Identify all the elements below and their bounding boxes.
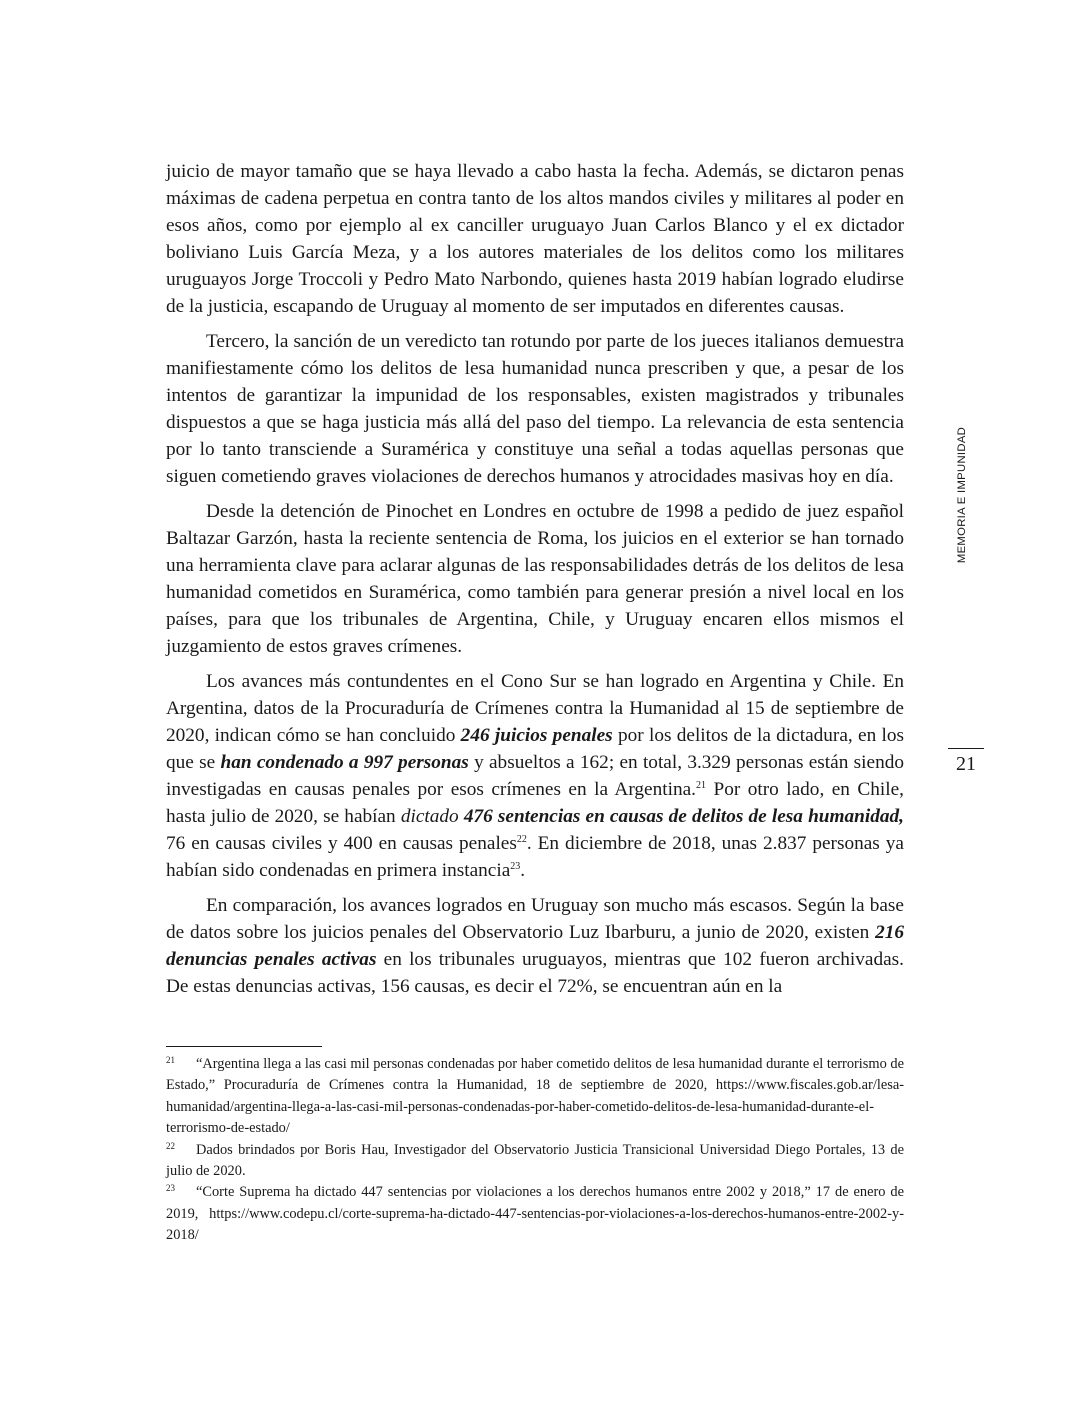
footnote-23: 23 “Corte Suprema ha dictado 447 sentencias por violaciones a los derechos humanos entre 2002 y 2018,” 17 de enero de 2019, https://www.codepu.cl/corte-suprema-ha-dictado-447-sentencias-por-violaciones-a-los-derechos-humanos-entre-2002-y-2018/ [166,1183,904,1244]
footnote-text: “Argentina llega a las casi mil personas condenadas por haber cometido delitos de lesa humanidad durante el terrorismo de Estado,” Procuraduría de Crímenes contra la Humanidad, 18 de septiembre de 2020, https://www.fiscales.gob.ar/lesa-humanidad/argentina-llega-a-las-casi-mil-personas-condenadas-por-haber-cometido-delitos-de-lesa-humanidad-durante-el-terrorismo-de-estado/ [166,1056,904,1137]
p4-italic-dictado: dictado [400,806,459,827]
p5-text-a: En comparación, los avances logrados en Uruguay son mucho más escasos. Según la base de datos sobre los juicios penales del Observatorio Luz Ibarburu, a junio de 2020, existen [166,895,904,943]
p4-text-a: Los avances más contundentes en el Cono Sur se han logrado en Argentina y Chile. En Argentina, datos de la Procuraduría de Crímenes contra la Humanidad al 15 de septiembre de 2020, indican cómo se han concluido [166,671,904,746]
page-number: 21 [956,753,976,775]
paragraph-4 [166,668,904,884]
p4-emphasis-condenados: han condenado a 997 personas [220,752,469,773]
p5-text-c: en los tribunales uruguayos, mientras que 102 fueron archivadas. De estas denuncias activas, 156 causas, es decir el 72%, se encuentran aún en la [166,949,904,997]
p4-emphasis-juicios: 246 juicios penales [460,725,613,746]
paragraph-2: Tercero, la sanción de un veredicto tan rotundo por parte de los jueces italianos demuestra manifiestamente cómo los delitos de lesa humanidad nunca prescriben y que, a pesar de los intentos de garantizar la impunidad de los responsables, existen magistrados y tribunales dispuestos a que se haga justicia más allá del paso del tiempo. La relevancia de esta sentencia por lo tanto transciende a Suramérica y constituye una señal a todas aquellas personas que siguen cometiendo graves violaciones de derechos humanos y atrocidades masivas hoy en día. [166,331,904,487]
footnote-ref-21[interactable]: 21 [696,780,706,791]
running-head [951,420,973,570]
paragraph-3: Desde la detención de Pinochet en Londres en octubre de 1998 a pedido de juez español Baltazar Garzón, hasta la reciente sentencia de Roma, los juicios en el exterior se han tornado una herramienta clave para aclarar algunas de las responsabilidades detrás de los delitos de lesa humanidad cometidos en Suramérica, como también para generar presión a nivel local en los países, para que los tribunales de Argentina, Chile, y Uruguay encaren ellos mismos el juzgamiento de estos graves crímenes. [166,501,904,657]
paragraph-5 [166,892,904,1000]
body-text [166,158,904,1008]
footnote-22: 22 Dados brindados por Boris Hau, Investigador del Observatorio Justicia Transicional Universidad Diego Portales, 13 de julio de 2020. [166,1140,904,1180]
p4-text-k: . En diciembre de 2018, unas 2.837 personas ya habían sido condenadas en primera instancia [166,833,904,881]
p4-text-l: . [520,860,526,881]
footnote-21: 21 “Argentina llega a las casi mil personas condenadas por haber cometido delitos de lesa humanidad durante el terrorismo de Estado,” Procuraduría de Crímenes contra la Humanidad, 18 de septiembre de 2020, https://www.fiscales.gob.ar/lesa-humanidad/argentina-llega-a-las-casi-mil-personas-condenadas-por-haber-cometido-delitos-de-lesa-humanidad-durante-el-terrorismo-de-estado/ [166,1055,904,1137]
footnotes [166,1054,904,1247]
page-number-rule [948,748,984,749]
p4-text-c: por los delitos de la dictadura, en los que se [166,725,905,773]
p4-text-e: y absueltos a 162; en total, 3.329 personas están siendo investigadas en causas penales por esos crímenes en la Argentina. [166,752,904,800]
footnote-text: “Corte Suprema ha dictado 447 sentencias por violaciones a los derechos humanos entre 2002 y 2018,” 17 de enero de 2019, https://www.codepu.cl/corte-suprema-ha-dictado-447-sentencias-por-violaciones-a-los-derechos-humanos-entre-2002-y-2018/ [166,1184,904,1244]
p4-text-f: Por otro lado, en Chile, hasta julio de 2020, se habían [166,779,904,827]
p5-emphasis-denuncias: 216 denuncias penales activas [166,922,904,970]
paragraph-1: juicio de mayor tamaño que se haya llevado a cabo hasta la fecha. Además, se dictaron penas máximas de cadena perpetua en contra tanto de los altos mandos civiles y militares al poder en esos años, como por ejemplo al ex canciller uruguayo Juan Carlos Blanco y el ex dictador boliviano Luis García Meza, y a los autores materiales de los delitos como los militares uruguayos Jorge Troccoli y Pedro Mato Narbondo, quienes hasta 2019 habían logrado eludirse de la justicia, escapando de Uruguay al momento de ser imputados en diferentes causas. [166,161,904,317]
p4-text-j: 76 en causas civiles y 400 en causas penales [166,833,517,854]
footnote-ref-22[interactable]: 22 [516,834,527,845]
footnote-separator [166,1046,322,1047]
running-head-label: MEMORIA E IMPUNIDAD [956,426,968,564]
p4-emphasis-sentencias: 476 sentencias en causas de delitos de lesa humanidad, [463,806,904,827]
footnote-text: Dados brindados por Boris Hau, Investigador del Observatorio Justicia Transicional Universidad Diego Portales, 13 de julio de 2020. [166,1141,904,1180]
footnote-ref-23[interactable]: 23 [510,861,521,872]
